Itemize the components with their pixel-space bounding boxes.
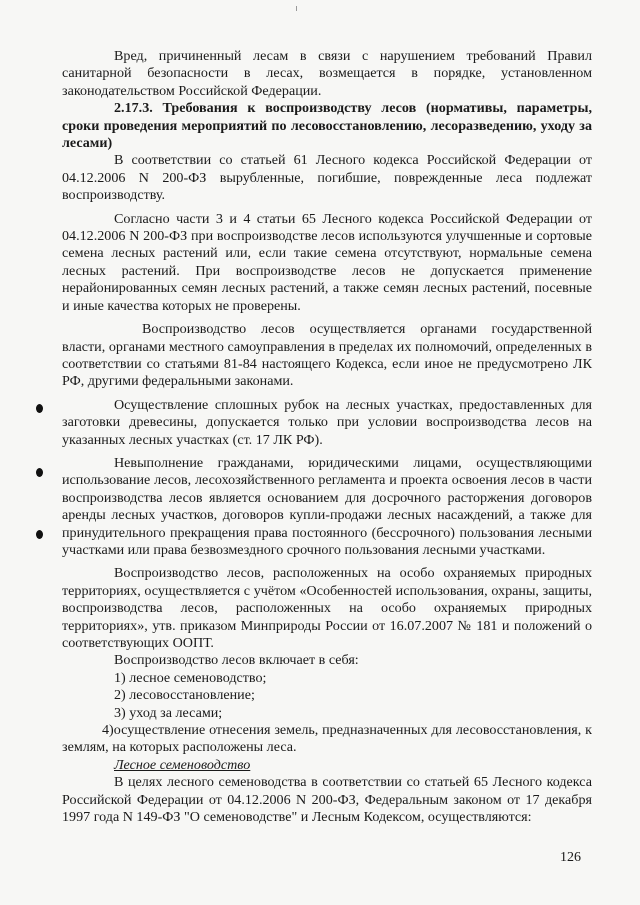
list-item: 3) уход за лесами; xyxy=(114,704,223,721)
paragraph: Воспроизводство лесов, расположенных на особо охраняемых природных территориях, осуществляется с учётом «Особенностей использования, охраны, защиты, воспроизводства лесов, расположенных на особо охраняемых природных территориях», утв. приказом Минприроды России от 16.07.2007 № 181 и положений о соответствующих ООПТ. xyxy=(62,565,592,651)
list-item: 4)осуществление отнесения земель, предназначенных для лесовосстановления, к землям, на которых расположены леса. xyxy=(62,722,592,756)
paragraph: Невыполнение гражданами, юридическими лицами, осуществляющими использование лесов, лесохозяйственного регламента и проекта освоения лесов в части воспроизводства лесов является основанием для досрочного расторжения договоров аренды лесных участков, договоров купли-продажи лесных насаждений, а также для принудительного прекращения права постоянного (бессрочного) пользования лесными участками или права безвозмездного срочного пользования лесными участками. xyxy=(62,454,592,558)
paragraph: Вред, причиненный лесам в связи с нарушением требований Правил санитарной безопасности в лесах, возмещается в порядке, установленном законодательством Российской Федерации. xyxy=(62,48,592,99)
paragraph: Согласно части 3 и 4 статьи 65 Лесного кодекса Российской Федерации от 04.12.2006 N 200-ФЗ при воспроизводстве лесов используются улучшенные и сортовые семена лесных растений или, если такие семена отсутствуют, нормальные семена лесных растений. При воспроизводстве лесов не допускается применение нерайонированных семян лесных растений, а также семян лесных растений, посевные и иные качества которых не проверены. xyxy=(62,210,592,314)
binding-hole xyxy=(36,404,43,413)
binding-hole xyxy=(36,530,43,539)
paragraph: В соответствии со статьей 61 Лесного кодекса Российской Федерации от 04.12.2006 N 200-ФЗ вырубленные, погибшие, поврежденные леса подлежат воспроизводству. xyxy=(62,152,592,204)
list-item: 2) лесовосстановление; xyxy=(114,687,255,704)
binding-hole xyxy=(36,468,43,477)
paragraph: Воспроизводство лесов осуществляется органами государственной власти, органами местного самоуправления в пределах их полномочий, определенных в соответствии со статьями 81-84 настоящего Кодекса, если иное не предусмотрено ЛК РФ, другими федеральными законами. xyxy=(62,321,592,390)
paragraph: Осуществление сплошных рубок на лесных участках, предоставленных для заготовки древесины, допускается только при условии воспроизводства лесов на указанных лесных участках (ст. 17 ЛК РФ). xyxy=(62,396,592,448)
scan-mark xyxy=(296,6,297,11)
list-item: 1) лесное семеноводство; xyxy=(114,669,267,686)
subsection-heading: Лесное семеноводство xyxy=(114,756,251,773)
section-heading: 2.17.3. Требования к воспроизводству лесов (нормативы, параметры, сроки проведения мероприятий по лесовосстановлению, лесоразведению, уходу за лесами) xyxy=(62,100,592,152)
page-number: 126 xyxy=(560,850,581,865)
paragraph: В целях лесного семеноводства в соответствии со статьей 65 Лесного кодекса Российской Федерации от 04.12.2006 N 200-ФЗ, Федеральным законом от 17 декабря 1997 года N 149-ФЗ "О семеноводстве" и Лесным Кодексом, осуществляются: xyxy=(62,774,592,826)
document-body xyxy=(62,48,592,826)
paragraph: Воспроизводство лесов включает в себя: xyxy=(114,652,359,669)
